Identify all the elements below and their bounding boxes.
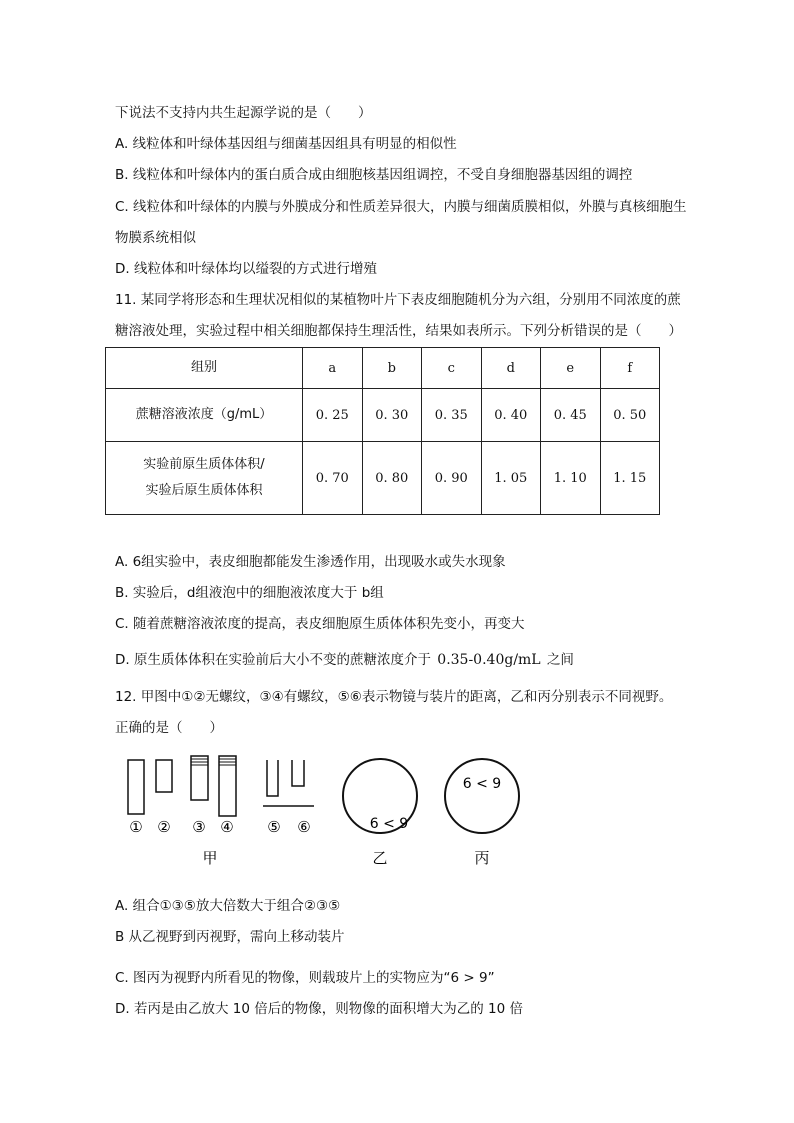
q12-option-a: A. 组合①③⑤放大倍数大于组合②③⑤ [115,898,341,914]
caption-yi: 乙 [372,849,388,867]
label-4: ④ [220,818,234,836]
q12-option-c: C. 图丙为视野内所看见的物像，则载玻片上的实物应为“6 > 9” [115,970,495,986]
q11-stem-line1: 11. 某同学将形态和生理状况相似的某植物叶片下表皮细胞随机分为六组，分别用不同浓度的蔗 [115,292,681,308]
table-row-concentration [106,389,660,442]
q11-option-a: A. 6组实验中，表皮细胞都能发生渗透作用，出现吸水或失水现象 [115,554,506,570]
q10-stem: 下说法不支持内共生起源学说的是（ ） [115,105,372,121]
view-bing-circle [445,759,519,833]
table-cell-group: e [541,348,601,389]
table-cell-ratio: 1. 15 [600,442,660,515]
q12-stem-line1: 12. 甲图中①②无螺纹，③④有螺纹，⑤⑥表示物镜与装片的距离，乙和丙分别表示不同视野。 [115,689,673,705]
table-cell-ratio: 0. 70 [303,442,363,515]
label-1: ① [129,818,143,836]
table-header-label: 组别 [106,348,303,389]
lens-1-shape [128,760,144,814]
table-cell-concentration: 0. 45 [541,389,601,442]
table-cell-group: b [362,348,422,389]
q11-data-table [105,347,660,515]
table-cell-concentration: 0. 30 [362,389,422,442]
q11-option-c: C. 随着蔗糖溶液浓度的提高，表皮细胞原生质体体积先变小，再变大 [115,616,525,632]
lens-4-shape [219,756,236,816]
q10-option-c-line1: C. 线粒体和叶绿体的内膜与外膜成分和性质差异很大，内膜与细菌质膜相似，外膜与真核细胞生 [115,199,687,215]
q10-option-b: B. 线粒体和叶绿体内的蛋白质合成由细胞核基因组调控，不受自身细胞器基因组的调控 [115,167,633,183]
table-cell-ratio: 0. 80 [362,442,422,515]
table-cell-group: d [481,348,541,389]
view-yi-text: 6 < 9 [369,816,409,832]
label-6: ⑥ [297,818,311,836]
table-row-label: 蔗糖溶液浓度（g/mL） [106,389,303,442]
table-row-label-line1: 实验前原生质体体积/ [143,457,265,472]
table-cell-concentration: 0. 50 [600,389,660,442]
table-row-label-line2: 实验后原生质体体积 [145,483,263,498]
q11-option-d-range: 0.35-0.40g/mL [437,652,541,668]
label-3: ③ [192,818,206,836]
q11-option-d-post: 之间 [546,652,574,668]
q11-option-b: B. 实验后，d组液泡中的细胞液浓度大于 b组 [115,585,384,601]
distance-5-6-shape [263,760,314,806]
table-cell-concentration: 0. 25 [303,389,363,442]
caption-jia: 甲 [202,849,218,867]
q12-option-d: D. 若丙是由乙放大 10 倍后的物像，则物像的面积增大为乙的 10 倍 [115,1001,523,1017]
table-cell-ratio: 0. 90 [422,442,482,515]
q10-option-a: A. 线粒体和叶绿体基因组与细菌基因组具有明显的相似性 [115,136,457,152]
q12-option-b: B 从乙视野到丙视野，需向上移动装片 [115,929,345,945]
table-cell-concentration: 0. 40 [481,389,541,442]
table-cell-concentration: 0. 35 [422,389,482,442]
table-cell-group: c [422,348,482,389]
q12-stem-line2: 正确的是（ ） [115,720,223,736]
table-cell-group: f [600,348,660,389]
q11-option-d-pre: D. 原生质体体积在实验前后大小不变的蔗糖浓度介于 [115,652,431,668]
q11-stem-line2: 糖溶液处理，实验过程中相关细胞都保持生理活性，结果如表所示。下列分析错误的是（ ） [115,323,682,339]
label-2: ② [157,818,171,836]
q10-option-d: D. 线粒体和叶绿体均以缢裂的方式进行增殖 [115,261,377,277]
table-row-label [106,442,303,515]
label-5: ⑤ [267,818,281,836]
q12-microscope-figure [118,750,528,875]
table-cell-group: a [303,348,363,389]
lens-3-shape [191,756,208,800]
caption-bing: 丙 [474,849,490,867]
table-row-groups [106,348,660,389]
lens-2-shape [156,760,172,792]
table-row-ratio [106,442,660,515]
q10-option-c-line2: 物膜系统相似 [115,230,196,246]
q11-option-d [115,650,574,670]
view-bing-text: 6 < 9 [462,776,502,792]
table-cell-ratio: 1. 10 [541,442,601,515]
table-cell-ratio: 1. 05 [481,442,541,515]
